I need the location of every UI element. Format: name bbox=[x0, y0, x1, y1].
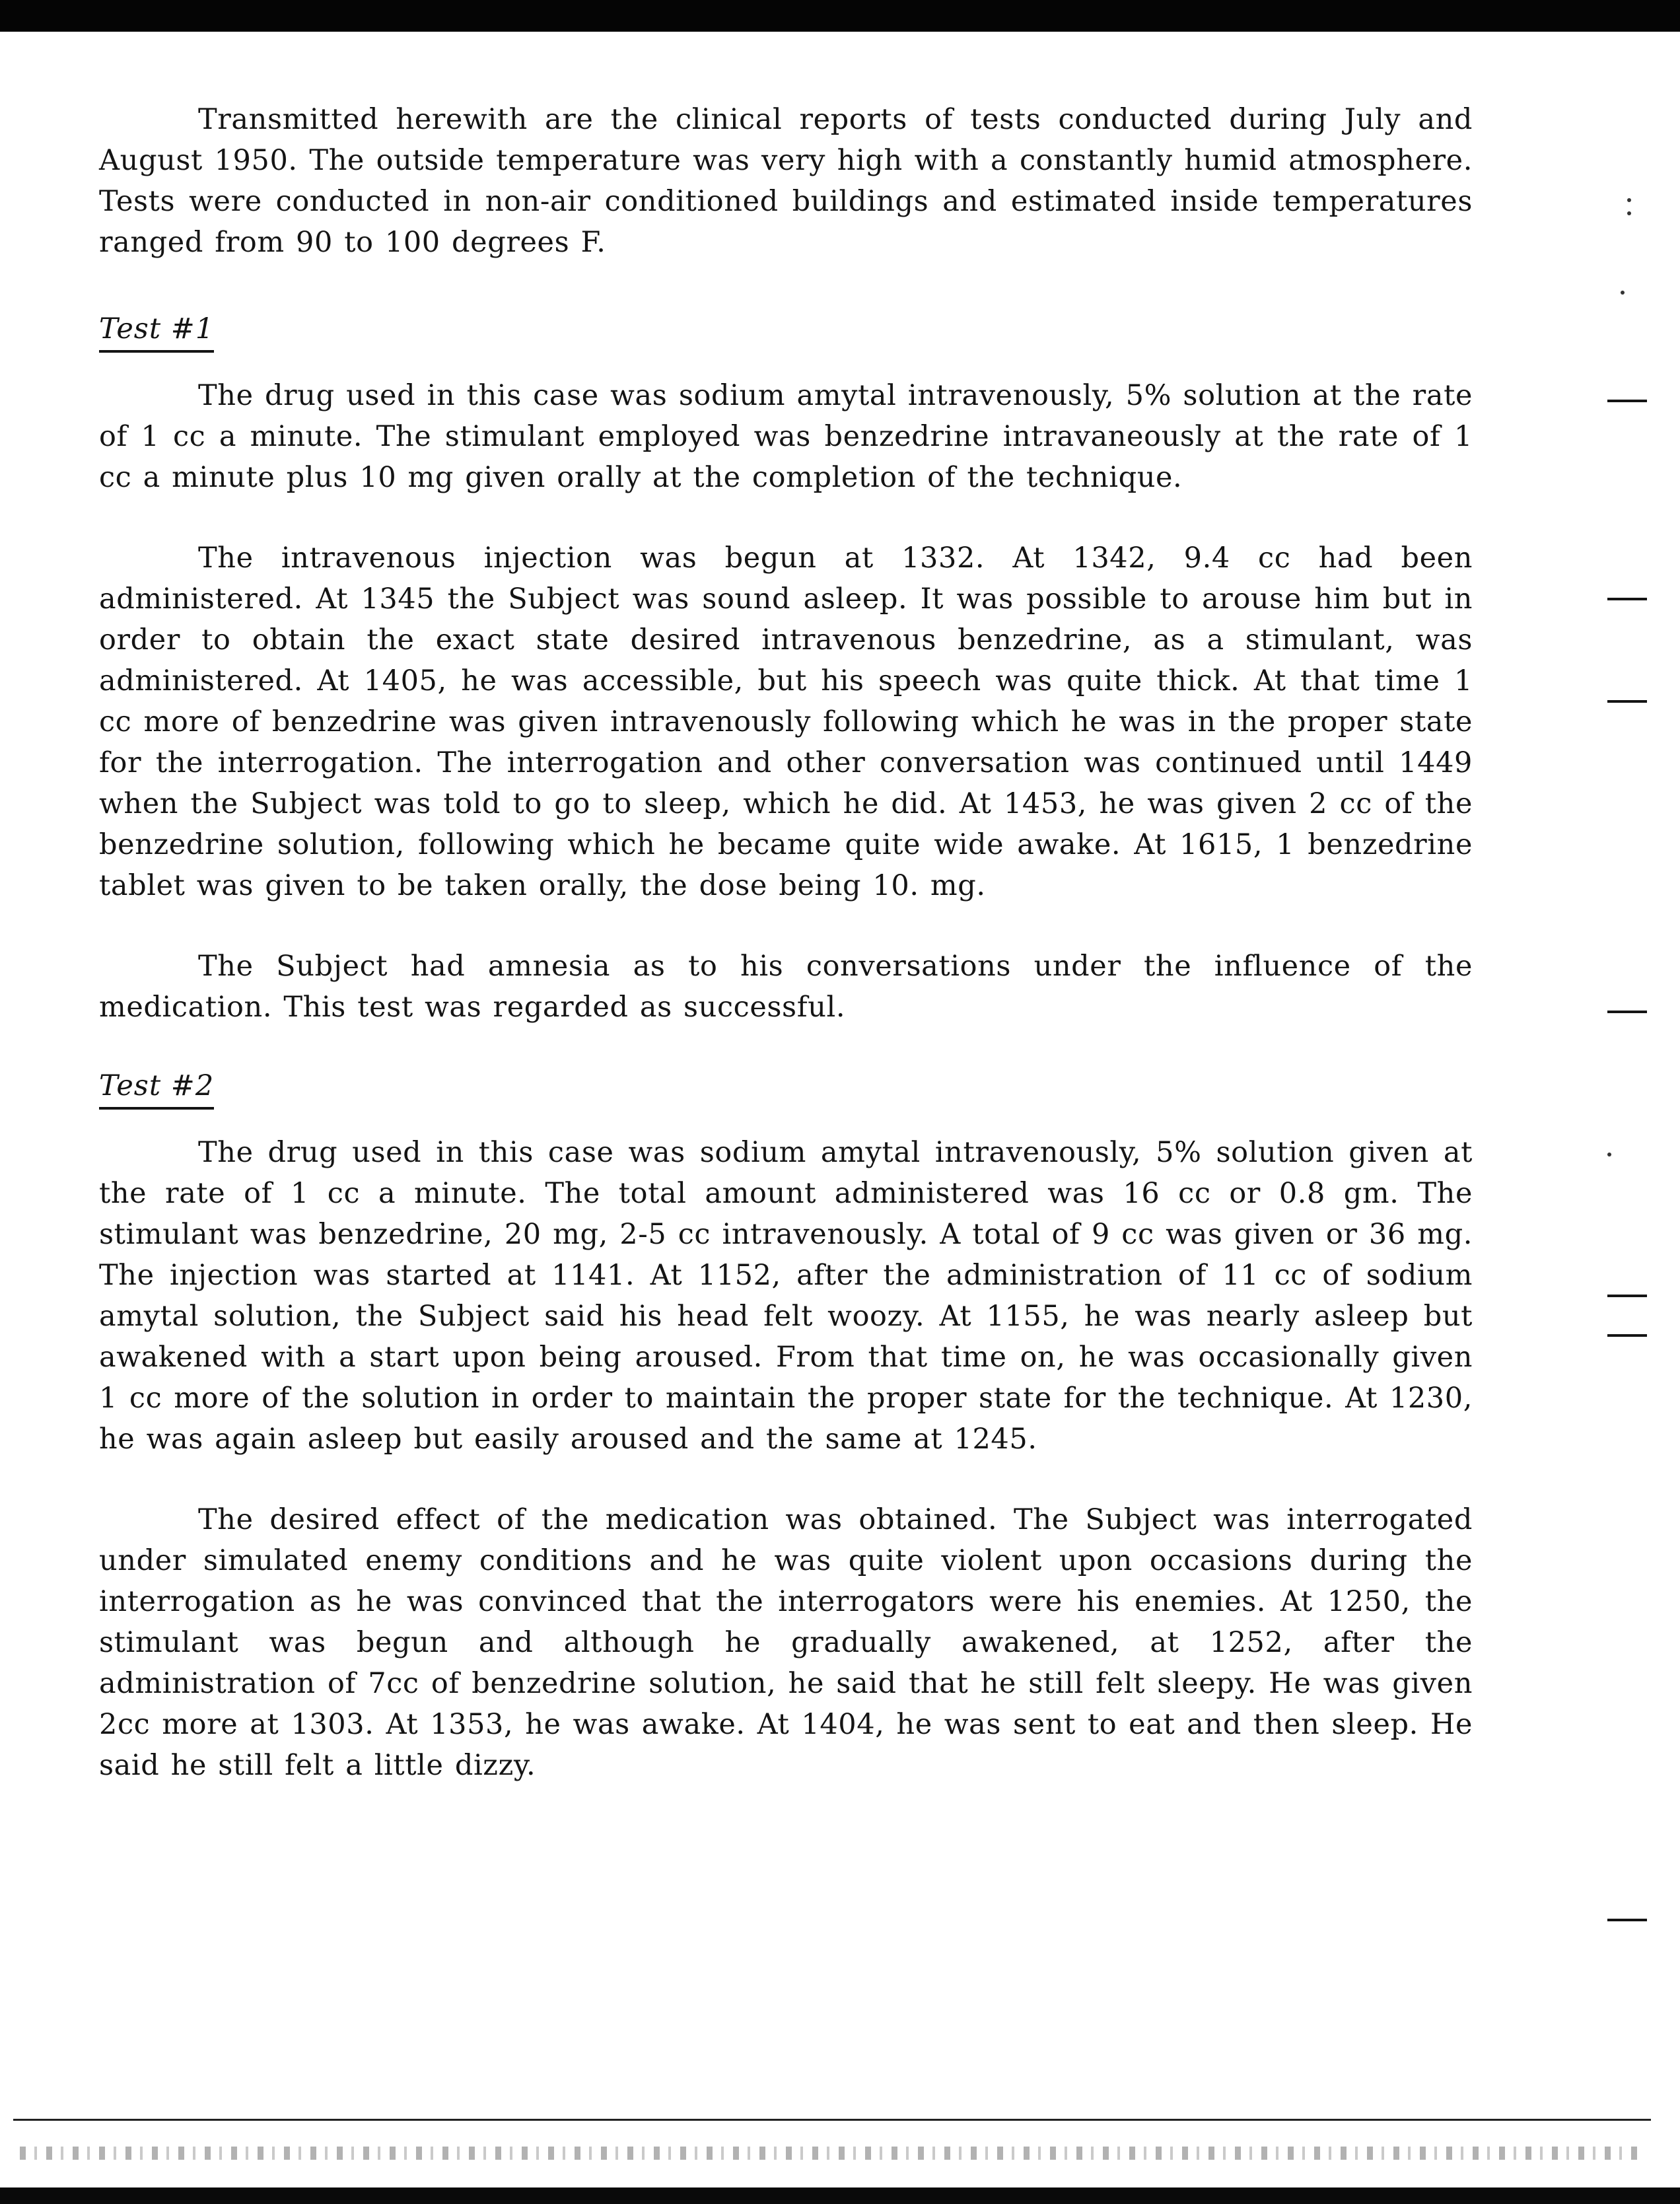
test1-paragraph-3: The Subject had amnesia as to his conversations under the influence of the medication. This test was regarded as successful. bbox=[99, 950, 1473, 1024]
test1-section bbox=[99, 310, 1473, 1028]
scan-noise-footer bbox=[20, 2147, 1644, 2160]
test2-heading: Test #2 bbox=[99, 1067, 214, 1110]
test2-paragraph-1: The drug used in this case was sodium amytal intravenously, 5% solution given at the rate of 1 cc a minute. The total amount administered was 16 cc or 0.8 gm. The stimulant was benzedrine, 20 mg, 2-5 cc intravenously. A total of 9 cc was given or 36 mg. The injection was started at 1141. At 1152, after the administration of 11 cc of sodium amytal solution, the Subject said his head felt woozy. At 1155, he was nearly asleep but awakened with a start upon being aroused. From that time on, he was occasionally given 1 cc more of the solution in order to maintain the proper state for the technique. At 1230, he was again asleep but easily aroused and the same at 1245. bbox=[99, 1136, 1473, 1456]
margin-dot bbox=[1621, 291, 1625, 295]
margin-mark bbox=[1607, 598, 1647, 600]
intro-paragraph: Transmitted herewith are the clinical reports of tests conducted during July and August 1950. The outside temperature was very high with a constantly humid atmosphere. Tests were conducted in non-air conditioned buildings and estimated inside temperatures ranged from 90 to 100 degrees F. bbox=[99, 103, 1473, 259]
margin-dot bbox=[1627, 198, 1631, 202]
margin-dot bbox=[1627, 211, 1631, 215]
test1-heading: Test #1 bbox=[99, 310, 214, 353]
margin-mark bbox=[1607, 1295, 1647, 1297]
scan-top-border bbox=[0, 0, 1680, 32]
bottom-rule bbox=[13, 2119, 1651, 2121]
margin-mark bbox=[1607, 1011, 1647, 1013]
right-margin-marks bbox=[1594, 0, 1680, 2204]
margin-mark bbox=[1607, 1334, 1647, 1337]
test2-section bbox=[99, 1067, 1473, 1786]
document-page bbox=[99, 99, 1473, 1826]
margin-dot bbox=[1607, 1153, 1611, 1156]
margin-mark bbox=[1607, 1919, 1647, 1921]
margin-mark bbox=[1607, 700, 1647, 703]
test1-paragraph-2: The intravenous injection was begun at 1332. At 1342, 9.4 cc had been administered. At 1345 the Subject was sound asleep. It was possible to arouse him but in order to obtain the exact state desired intravenous benzedrine, as a stimulant, was administered. At 1405, he was accessible, but his speech was quite thick. At that time 1 cc more of benzedrine was given intravenously following which he was in the proper state for the interrogation. The interrogation and other conversation was continued until 1449 when the Subject was told to go to sleep, which he did. At 1453, he was given 2 cc of the benzedrine solution, following which he became quite wide awake. At 1615, 1 benzedrine tablet was given to be taken orally, the dose being 10. mg. bbox=[99, 542, 1473, 902]
test1-paragraph-1: The drug used in this case was sodium amytal intravenously, 5% solution at the rate of 1 cc a minute. The stimulant employed was benzedrine intravaneously at the rate of 1 cc a minute plus 10 mg given orally at the completion of the technique. bbox=[99, 379, 1473, 494]
test2-paragraph-2: The desired effect of the medication was obtained. The Subject was interrogated under simulated enemy conditions and he was quite violent upon occasions during the interrogation as he was convinced that the interrogators were his enemies. At 1250, the stimulant was begun and although he gradually awakened, at 1252, after the administration of 7cc of benzedrine solution, he said that he still felt sleepy. He was given 2cc more at 1303. At 1353, he was awake. At 1404, he was sent to eat and then sleep. He said he still felt a little dizzy. bbox=[99, 1503, 1473, 1782]
scan-bottom-border bbox=[0, 2187, 1680, 2204]
margin-mark bbox=[1607, 400, 1647, 402]
